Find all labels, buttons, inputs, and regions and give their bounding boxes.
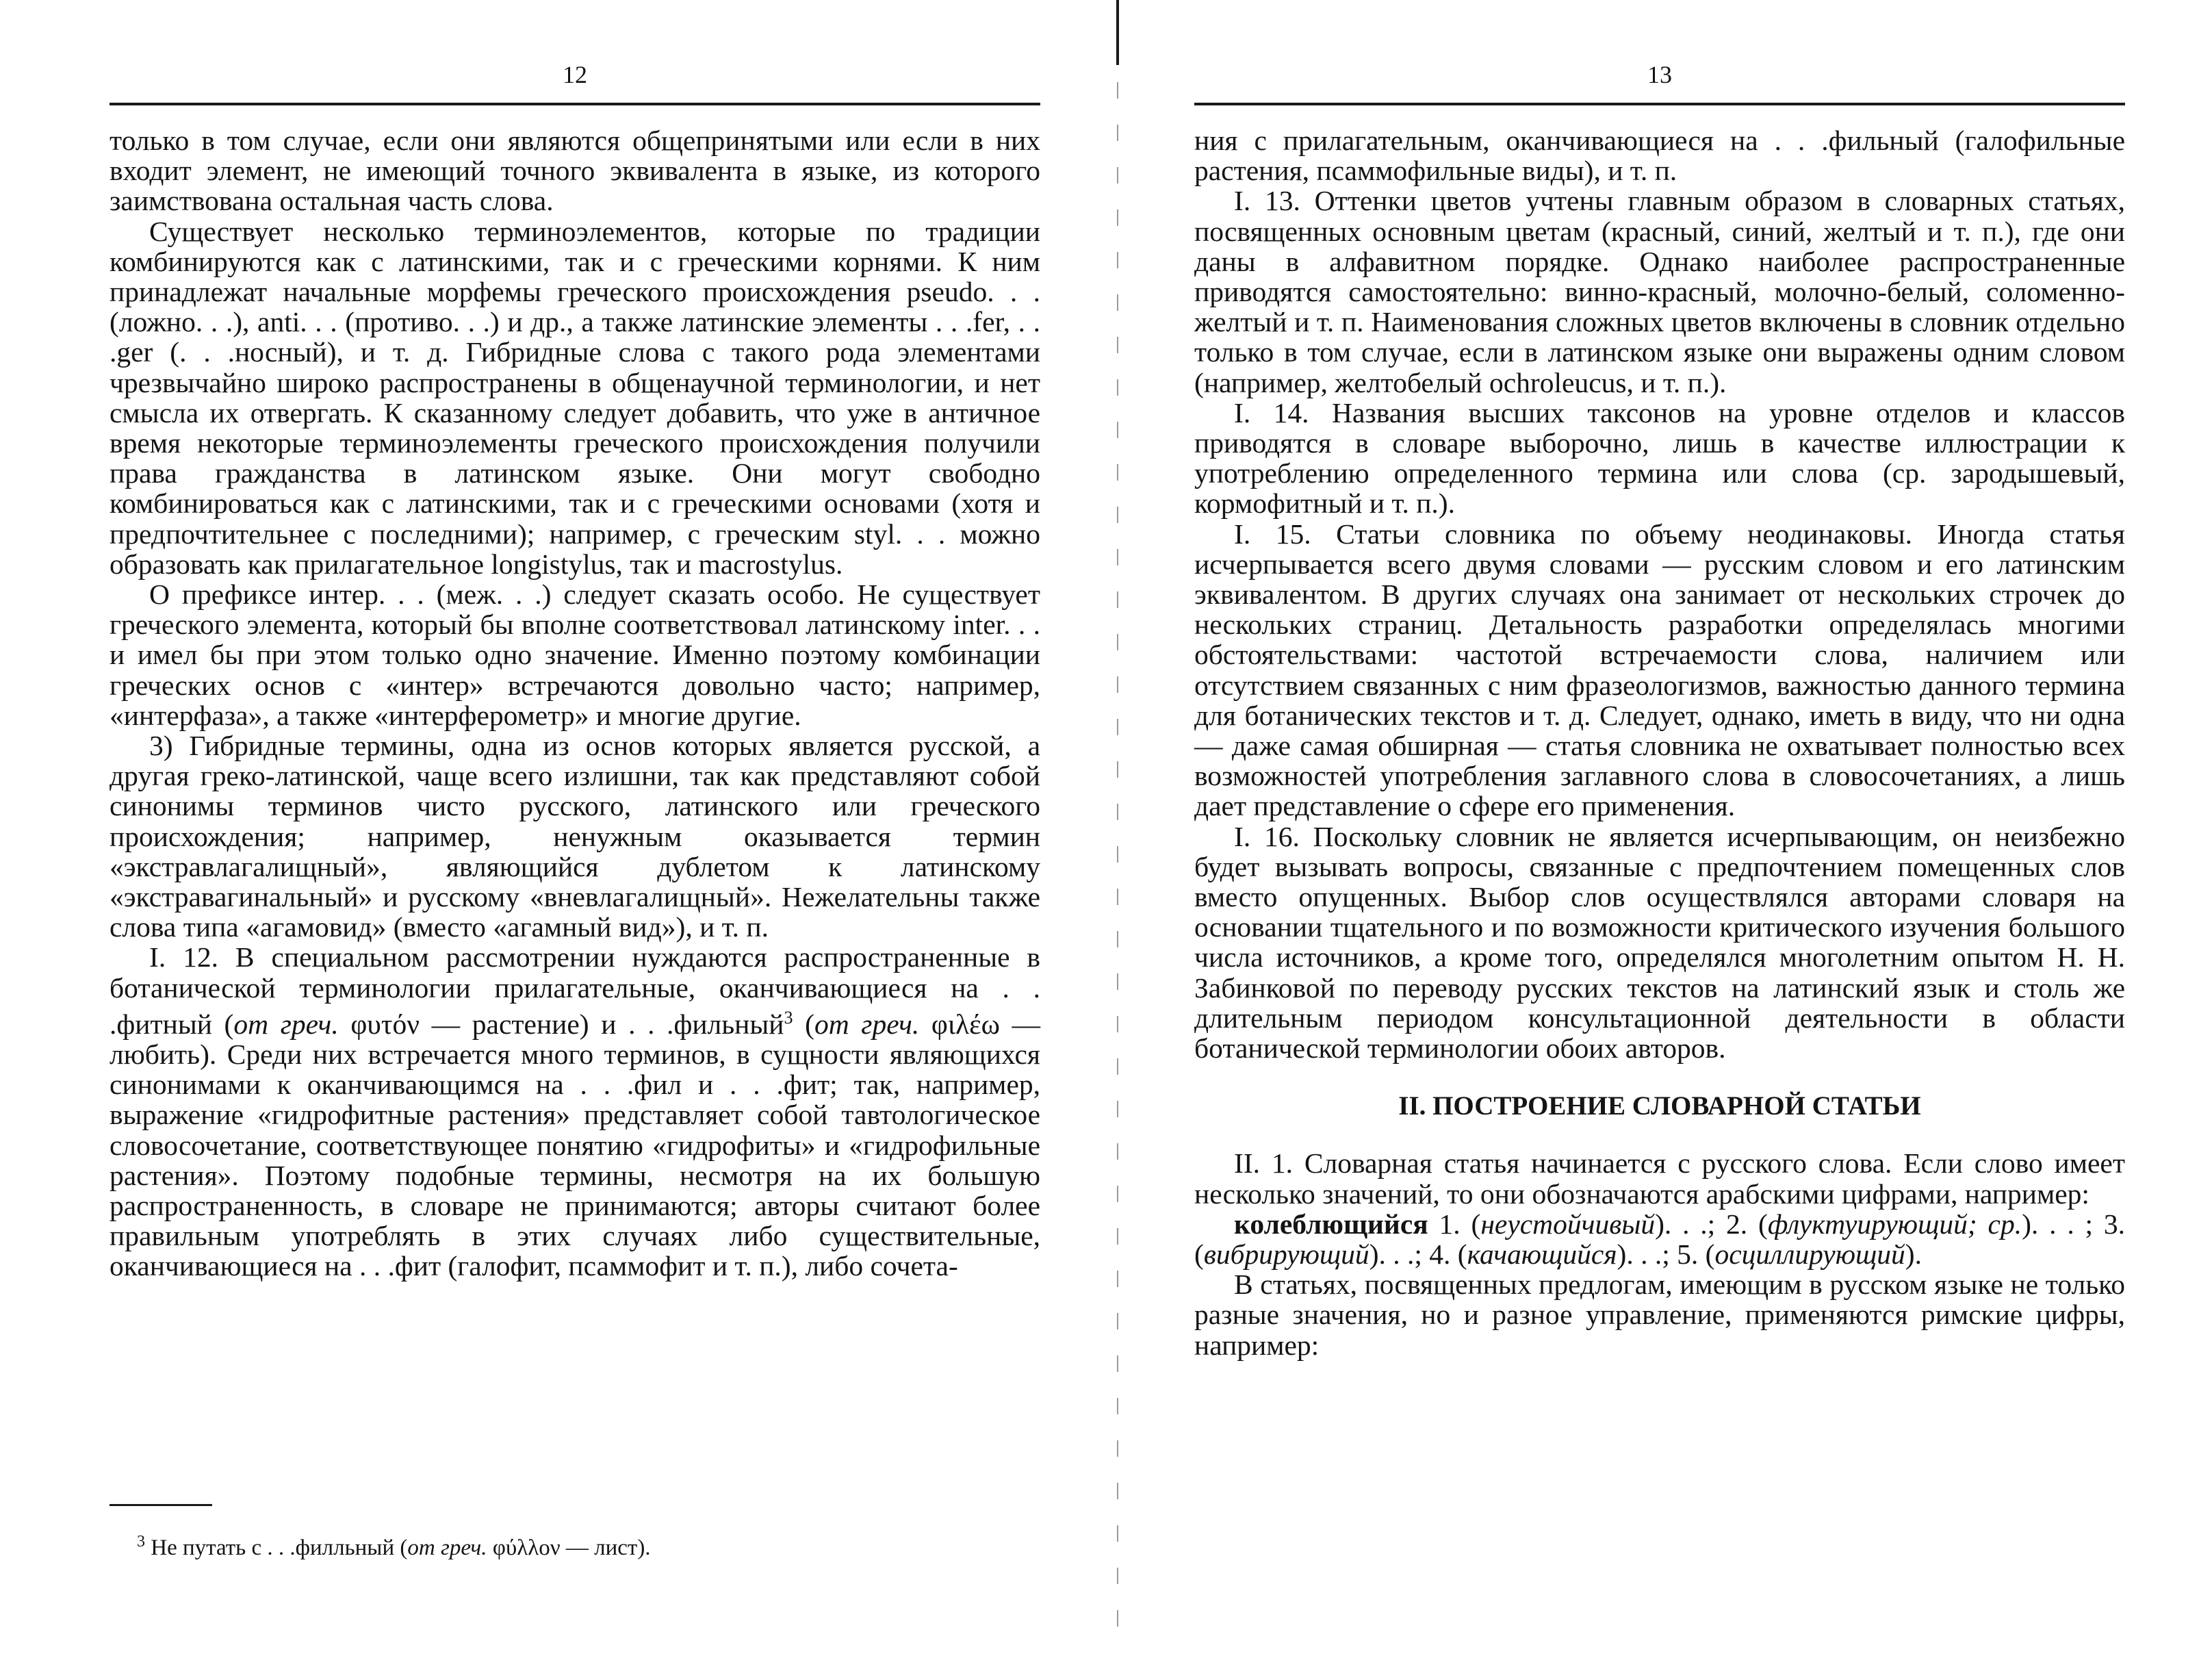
- gutter-shadow: [1117, 82, 1118, 1629]
- greek-word: φύλλον: [492, 1536, 561, 1560]
- italic-run: осциллирующий: [1714, 1238, 1905, 1270]
- text-run: Не путать с . . .филльный (: [145, 1536, 408, 1560]
- paragraph: I. 15. Статьи словника по объему неодинаковы. Иногда статья исчерпывается всего двумя словами — русским словом и его латинским эквивалентом. В других случаях она занимает от нескольких строчек до нескольких страниц. Детальность разработки определялась многими обстоятельствами: частотой встречаемости слова, наличием или отсутствием связанных с ним фразеологизмов, важностью данного термина для ботанических текстов и т. д. Следует, однако, иметь в виду, что ни одна — даже самая обширная — статья словника не охватывает полностью всех возможностей употребления заглавного слова в словосочетаниях, а лишь дает представление о сфере его применения.: [1194, 518, 2125, 822]
- footnote: [137, 1528, 1040, 1562]
- text-run: ).: [1905, 1238, 1922, 1270]
- text-run: I. 12. В специальном рассмотрении нуждаются распространенные в ботанической терминологии прилагательные, оканчивающиеся на . . .фитный (: [110, 941, 1040, 1040]
- italic-run: от греч.: [407, 1536, 487, 1560]
- page-number: 13: [1647, 61, 1672, 88]
- paragraph: только в том случае, если они являются общепринятыми или если в них входит элемент, не имеющий точного эквивалента в языке, из которого заимствована остальная часть слова.: [110, 125, 1040, 217]
- paragraph: О префиксе интер. . . (меж. . .) следует сказать особо. Не существует греческого элемента, который бы вполне соответствовал латинскому inter. . . и имел бы при этом только одно значение. Именно поэтому комбинации греческих основ с «интер» встречаются довольно часто; например, «интерфаза», а также «интерферометр» и многие другие.: [110, 578, 1040, 731]
- right-page: [1194, 0, 2125, 1669]
- text-run: — любить). Среди них встречается много терминов, в сущности являющихся синонимами к оканчивающимся на . . .фил и . . .фит; так, например, выражение «гидрофитные растения» представляет собой тавтологическое словосочетание, соответствующее понятию «гидрофиты» и «гидрофильные растения». Поэтому подобные термины, несмотря на их большую распространенность, в словаре не принимаются; авторы считают более правильным употреблять в этих случаях либо существительные, оканчивающиеся на . . .фит (галофит, псаммофит и т. п.), либо сочета-: [110, 1008, 1041, 1282]
- text-run: (: [793, 1008, 814, 1040]
- italic-run: флуктуирующий; ср.: [1767, 1208, 2022, 1240]
- paragraph: ния с прилагательным, оканчивающиеся на . . .фильный (галофильные растения, псаммофильные виды), и т. п.: [1194, 125, 2125, 187]
- greek-word: φυτόν: [350, 1008, 420, 1040]
- left-page: [110, 0, 1040, 1669]
- italic-run: неустойчивый: [1480, 1208, 1656, 1240]
- page-number: 12: [563, 61, 587, 88]
- paragraph: I. 14. Названия высших таксонов на уровне отделов и классов приводятся в словаре выборочно, лишь в качестве иллюстрации к употреблению определенного термина или слова (ср. зародышевый, кормофитный и т. п.).: [1194, 396, 2125, 520]
- text-run: ). . .; 4. (: [1369, 1238, 1467, 1270]
- text-run: 1. (: [1428, 1208, 1481, 1240]
- text-run: — лист).: [560, 1536, 651, 1560]
- italic-run: от греч.: [233, 1008, 339, 1040]
- footnote-rule: [110, 1504, 212, 1506]
- italic-run: качающийся: [1467, 1238, 1617, 1270]
- text-run: ). . . ; 3. (: [1194, 1208, 2126, 1270]
- right-body: [1194, 125, 2125, 1360]
- paragraph: 3) Гибридные термины, одна из основ которых является русской, а другая греко-латинской, чаще всего излишни, так как представляют собой синонимы терминов чисто русского, латинского или греческого происхождения; например, ненужным оказывается термин «экстравлагалищный», являющийся дублетом к латинскому «экстравагинальный» и русскому «вневлагалищный». Нежелательны также слова типа «агамовид» (вместо «агамный вид»), и т. п.: [110, 730, 1040, 943]
- gutter-mark: [1116, 0, 1119, 65]
- section-heading: II. ПОСТРОЕНИЕ СЛОВАРНОЙ СТАТЬИ: [1398, 1091, 1921, 1121]
- header-rule: [110, 103, 1040, 105]
- footnote-ref: 3: [784, 1007, 793, 1028]
- paragraph: I. 13. Оттенки цветов учтены главным образом в словарных статьях, посвященных основным цветам (красный, синий, желтый и т. п.), где они даны в алфавитном порядке. Однако наиболее распространенные приводятся самостоятельно: винно-красный, молочно-белый, соломенно-желтый и т. п. Наименования сложных цветов включены в словник отдельно только в том случае, если в латинском языке они выражены одним словом (например, желтобелый ochroleucus, и т. п.).: [1194, 185, 2125, 398]
- header-rule: [1194, 103, 2125, 105]
- italic-run: вибрирующий: [1203, 1238, 1369, 1270]
- dictionary-example: [1194, 1209, 2125, 1269]
- text-run: ). . .; 5. (: [1617, 1238, 1715, 1270]
- text-run: — растение) и . . .фильный: [420, 1008, 784, 1040]
- paragraph-section-1-12: [110, 942, 1040, 1281]
- headword: колеблющийся: [1234, 1208, 1428, 1240]
- paragraph: I. 16. Поскольку словник не является исчерпывающим, он неизбежно будет вызывать вопросы, связанные с предпочтением помещенных слов вместо опущенных. Выбор слов осуществлялся авторами словаря на основании тщательного и по возможности критического изучения большого числа источников, а кроме того, определялся многолетним опытом Н. Н. Забинковой по переводу русских текстов на латинский язык и столь же длительным периодом консультационной деятельности в области ботанической терминологии обоих авторов.: [1194, 820, 2125, 1065]
- left-body: [110, 125, 1040, 1282]
- paragraph: II. 1. Словарная статья начинается с русского слова. Если слово имеет несколько значений, то они обозначаются арабскими цифрами, например:: [1194, 1147, 2125, 1210]
- greek-word: φιλέω: [931, 1008, 1000, 1040]
- italic-run: от греч.: [814, 1008, 920, 1040]
- paragraph: В статьях, посвященных предлогам, имеющим в русском языке не только разные значения, но и разное управление, применяются римские цифры, например:: [1194, 1269, 2125, 1361]
- text-run: ). . .; 2. (: [1655, 1208, 1768, 1240]
- footnote-mark: 3: [137, 1533, 145, 1551]
- paragraph: Существует несколько терминоэлементов, которые по традиции комбинируются как с латинскими, так и с греческими корнями. К ним принадлежат начальные морфемы греческого происхождения pseudo. . . (ложно. . .), anti. . . (противо. . .) и др., а также латинские элементы . . .fer, . . .ger (. . .носный), и т. д. Гибридные слова с такого рода элементами чрезвычайно широко распространены в общенаучной терминологии, и нет смысла их отвергать. К сказанному следует добавить, что уже в античное время некоторые терминоэлементы греческого происхождения получили права гражданства в латинском языке. Они могут свободно комбинироваться как с латинскими, так и с греческими основами (хотя и предпочтительнее с последними); например, с греческим styl. . . можно образовать как прилагательное longistylus, так и macrostylus.: [110, 215, 1040, 580]
